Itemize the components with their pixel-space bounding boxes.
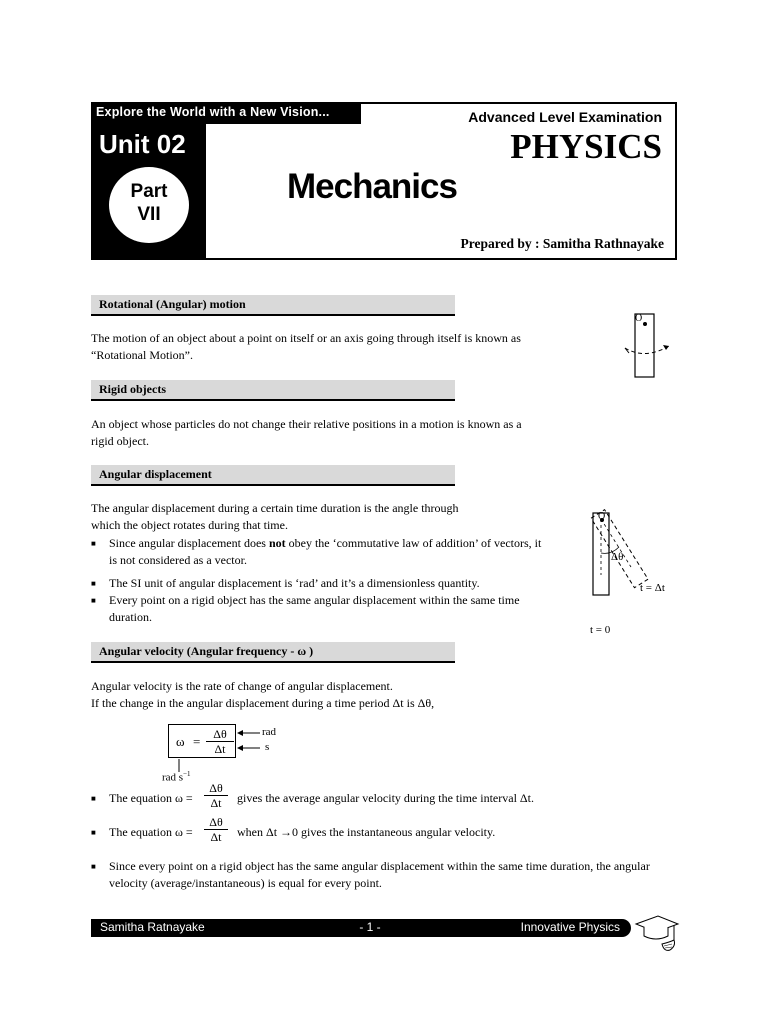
equation-fraction xyxy=(204,815,228,844)
bullet-text: Every point on a rigid object has the same angular displacement within the same time xyxy=(109,593,520,607)
section-heading-angular-velocity: Angular velocity (Angular frequency - ω ) xyxy=(91,642,455,663)
bullet-mark: ■ xyxy=(91,862,96,871)
subject-title: PHYSICS xyxy=(510,127,662,166)
bullet-mark: ■ xyxy=(91,539,96,548)
graduation-cap-icon xyxy=(632,912,680,956)
pivot-label: O xyxy=(635,313,643,324)
fraction-numerator: Δθ xyxy=(206,727,234,742)
bullet-item xyxy=(91,575,571,592)
section-heading-angular-displacement: Angular displacement xyxy=(91,465,455,486)
time-label-zero: t = 0 xyxy=(590,624,611,636)
unit-exponent: −1 xyxy=(183,770,191,778)
bullet-text: is not considered as a vector. xyxy=(109,553,247,567)
unit-rad-s-text: rad s xyxy=(162,771,184,784)
bullet-mark: ■ xyxy=(91,596,96,605)
section-heading-rotational: Rotational (Angular) motion xyxy=(91,295,455,316)
paragraph-line: The angular displacement during a certain time duration is the angle through xyxy=(91,501,459,515)
paragraph-line: If the change in the angular displacement during a time period Δt is Δθ, xyxy=(91,696,435,710)
unit-rad: rad xyxy=(262,726,277,738)
unit-rad-per-s xyxy=(162,770,191,784)
footer-author: Samitha Ratnayake xyxy=(100,920,205,934)
bullet-text: The SI unit of angular displacement is ‘rad’ and it’s a dimensionless quantity. xyxy=(109,576,480,590)
angle-label: Δθ xyxy=(611,551,624,563)
section-heading-rigid: Rigid objects xyxy=(91,380,455,401)
fraction-denominator: Δt xyxy=(210,796,222,810)
bullet-mark: ■ xyxy=(91,828,96,837)
bullet-text: duration. xyxy=(109,610,152,624)
bullet-item xyxy=(91,824,651,841)
exam-label: Advanced Level Examination xyxy=(468,109,662,125)
fraction-numerator: Δθ xyxy=(204,781,228,796)
bullet-mark: ■ xyxy=(91,579,96,588)
fraction-denominator: Δt xyxy=(214,742,226,756)
paragraph-line: The motion of an object about a point on itself or an axis going through itself is known as xyxy=(91,331,521,345)
bullet-text: obey the ‘commutative law of addition’ of vectors, it xyxy=(285,536,542,550)
rotation-figure xyxy=(615,308,675,378)
bullet-item xyxy=(91,535,571,569)
page-number: - 1 - xyxy=(359,920,381,934)
unit-label: Unit 02 xyxy=(99,129,186,159)
equals-sign: = xyxy=(193,734,201,749)
bullet-text: The equation ω = xyxy=(109,825,193,839)
pivot-label: O xyxy=(598,511,606,522)
part-label xyxy=(109,180,189,226)
bullet-text: The equation ω = xyxy=(109,791,193,805)
tagline: Explore the World with a New Vision... xyxy=(96,105,330,119)
bullet-item xyxy=(91,858,681,892)
bullet-text: gives the average angular velocity during the time interval Δt. xyxy=(237,791,534,805)
omega-symbol: ω xyxy=(176,734,185,749)
paragraph-line: An object whose particles do not change their relative positions in a motion is known as a xyxy=(91,417,522,431)
prepared-by: Prepared by : Samitha Rathnayake xyxy=(460,236,664,251)
time-label-delta: t = Δt xyxy=(640,582,665,594)
footer-brand: Innovative Physics xyxy=(520,920,620,934)
part-number: VII xyxy=(137,204,161,225)
bullet-text: velocity (average/instantaneous) is equal for every point. xyxy=(109,876,382,890)
equation-fraction xyxy=(204,781,228,810)
paragraph-line: which the object rotates during that time. xyxy=(91,518,288,532)
bullet-text: Since angular displacement does xyxy=(109,536,269,550)
bullet-mark: ■ xyxy=(91,794,96,803)
paragraph-line: Angular velocity is the rate of change of angular displacement. xyxy=(91,679,393,693)
bold-word: not xyxy=(268,536,286,550)
bullet-text: when Δt →0 gives the instantaneous angular velocity. xyxy=(237,825,496,839)
unit-s: s xyxy=(265,741,270,753)
paragraph-line: “Rotational Motion”. xyxy=(91,348,193,362)
formula-arrows xyxy=(160,726,270,776)
bullet-item xyxy=(91,592,571,626)
part-word: Part xyxy=(130,181,168,202)
fraction-denominator: Δt xyxy=(210,830,222,844)
fraction-numerator: Δθ xyxy=(204,815,228,830)
bullet-text: Since every point on a rigid object has the same angular displacement within the same time duration, the angular xyxy=(109,859,650,873)
topic-title: Mechanics xyxy=(287,167,457,206)
bullet-item xyxy=(91,790,651,807)
paragraph-line: rigid object. xyxy=(91,434,149,448)
